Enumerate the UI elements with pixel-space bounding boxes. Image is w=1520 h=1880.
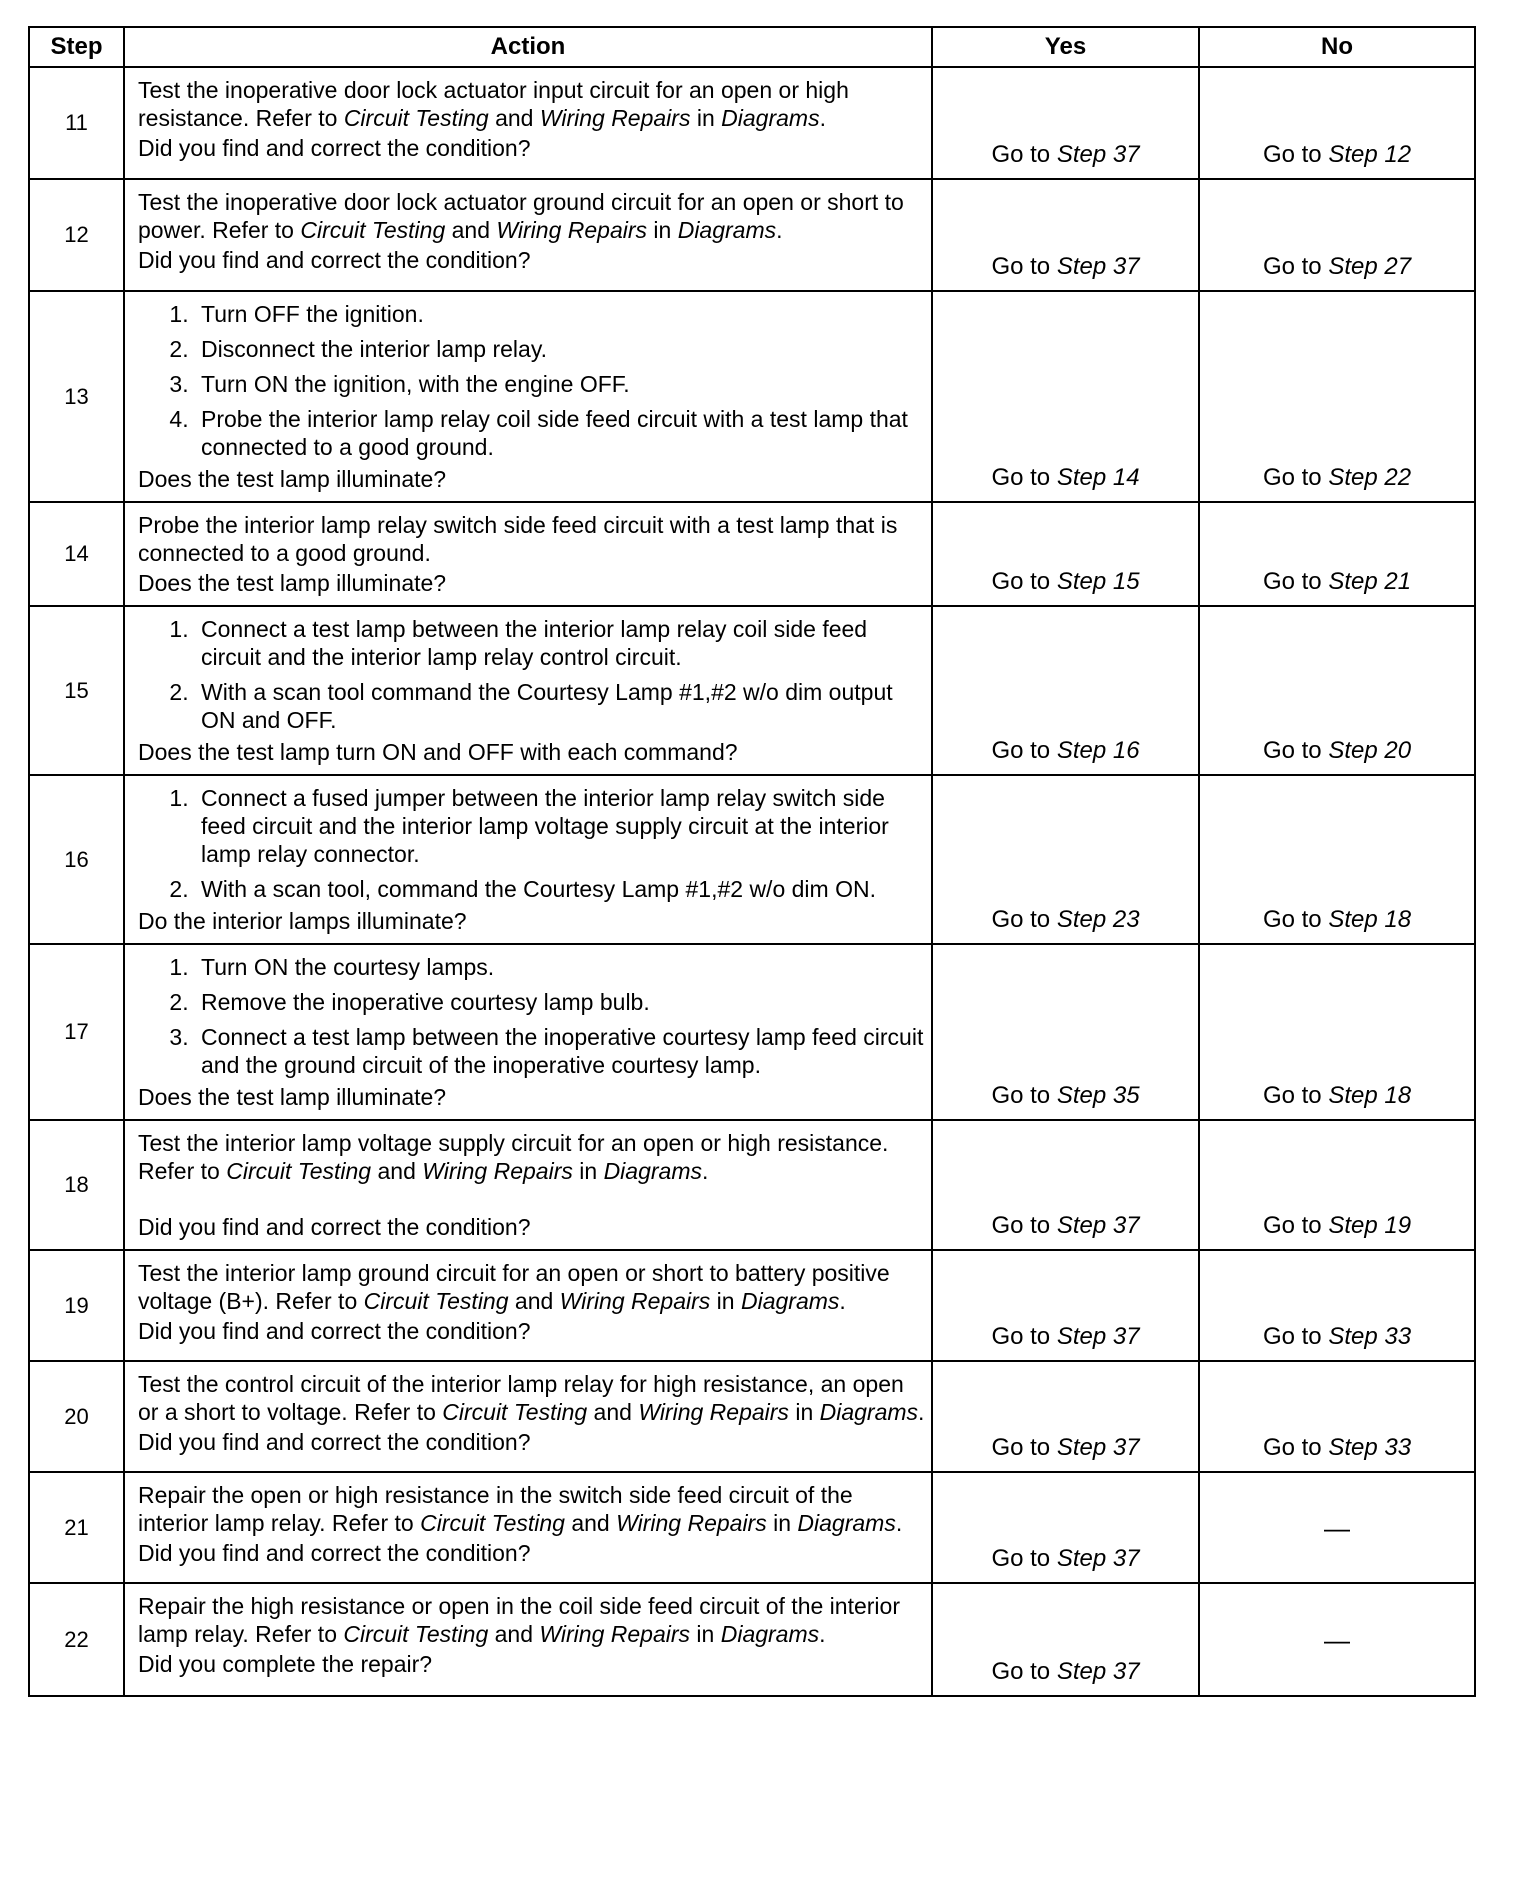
action-text-segment: Test the control circuit of the interior lamp relay for high resistance, an open or a short to voltage. Refer to <box>138 1371 904 1425</box>
action-text-segment: and <box>564 1510 617 1536</box>
step-number: 16 <box>29 775 124 944</box>
yes-cell <box>932 67 1199 179</box>
action-question: Did you complete the repair? <box>138 1651 433 1677</box>
no-goto-prefix: Go to <box>1262 464 1329 491</box>
header-step: Step <box>29 27 124 67</box>
yes-goto-step: Step 37 <box>1056 1212 1140 1239</box>
reference-link-text: Wiring Repairs <box>496 217 648 243</box>
no-cell <box>1199 291 1475 502</box>
no-cell <box>1199 1120 1475 1250</box>
action-text-segment: and <box>371 1158 423 1184</box>
action-question: Does the test lamp turn ON and OFF with each command? <box>138 739 738 765</box>
action-question: Do the interior lamps illuminate? <box>138 908 467 934</box>
no-goto-prefix: Go to <box>1262 1434 1329 1461</box>
reference-link-text: Wiring Repairs <box>539 1621 691 1647</box>
action-text-segment: and <box>587 1399 639 1425</box>
action-cell <box>124 606 932 775</box>
yes-goto-prefix: Go to <box>991 1434 1057 1461</box>
yes-goto-prefix: Go to <box>991 568 1057 595</box>
no-goto-prefix: Go to <box>1262 1323 1329 1350</box>
yes-goto-step: Step 37 <box>1056 253 1140 280</box>
table-row <box>29 67 1475 179</box>
table-row <box>29 1250 1475 1361</box>
action-text-segment: in <box>572 1158 604 1184</box>
action-text-segment: in <box>766 1510 798 1536</box>
no-goto-prefix: Go to <box>1262 253 1329 280</box>
yes-goto-step: Step 37 <box>1056 1434 1140 1461</box>
action-question: Does the test lamp illuminate? <box>138 1084 447 1110</box>
yes-goto-prefix: Go to <box>991 906 1057 933</box>
yes-goto-step: Step 14 <box>1056 464 1140 491</box>
reference-link-text: Diagrams <box>677 217 777 243</box>
yes-goto-prefix: Go to <box>991 1658 1057 1685</box>
reference-link-text: Circuit Testing <box>363 1288 509 1314</box>
action-text-segment: . <box>819 1621 826 1647</box>
action-steps-list <box>138 300 925 461</box>
no-goto-step: Step 18 <box>1328 906 1412 933</box>
no-dash: — <box>1324 1624 1350 1655</box>
header-row <box>29 27 1475 67</box>
reference-link-text: Wiring Repairs <box>422 1158 573 1184</box>
yes-goto-prefix: Go to <box>991 1212 1057 1239</box>
action-question: Did you find and correct the condition? <box>138 247 531 273</box>
step-number: 21 <box>29 1472 124 1583</box>
action-text-segment: . <box>839 1288 846 1314</box>
yes-goto-prefix: Go to <box>991 464 1057 491</box>
action-question: Did you find and correct the condition? <box>138 135 531 161</box>
table-row <box>29 179 1475 291</box>
header-no: No <box>1199 27 1475 67</box>
yes-cell <box>932 606 1199 775</box>
action-text-segment: in <box>788 1399 820 1425</box>
action-step-item: 2. Disconnect the interior lamp relay. <box>195 335 925 363</box>
action-text-segment: in <box>710 1288 741 1314</box>
action-question: Did you find and correct the condition? <box>138 1429 531 1455</box>
step-number: 13 <box>29 291 124 502</box>
table-row <box>29 1472 1475 1583</box>
step-number: 19 <box>29 1250 124 1361</box>
yes-goto-step: Step 35 <box>1056 1082 1140 1109</box>
yes-goto-prefix: Go to <box>991 737 1057 764</box>
no-goto-step: Step 33 <box>1328 1323 1412 1350</box>
reference-link-text: Circuit Testing <box>300 217 446 243</box>
action-text <box>138 1592 925 1648</box>
yes-cell <box>932 1120 1199 1250</box>
reference-link-text: Diagrams <box>721 105 820 131</box>
action-text-segment: Test the inoperative door lock actuator ground circuit for an open or short to power. Refer to <box>138 189 904 243</box>
no-cell <box>1199 1250 1475 1361</box>
action-step-item: 2. With a scan tool, command the Courtesy Lamp #1,#2 w/o dim ON. <box>195 875 925 903</box>
table-row <box>29 1120 1475 1250</box>
no-goto-prefix: Go to <box>1262 141 1329 168</box>
action-steps-list <box>138 615 925 734</box>
no-goto-step: Step 18 <box>1328 1082 1412 1109</box>
no-cell <box>1199 606 1475 775</box>
action-text-segment: . <box>701 1158 709 1184</box>
reference-link-text: Wiring Repairs <box>638 1399 789 1425</box>
action-question: Does the test lamp illuminate? <box>138 466 447 492</box>
reference-link-text: Circuit Testing <box>343 105 489 131</box>
no-goto-prefix: Go to <box>1262 1212 1329 1239</box>
action-text-segment: . <box>776 217 783 243</box>
no-cell <box>1199 67 1475 179</box>
action-text-segment: Test the interior lamp ground circuit for an open or short to battery positive voltage (B+). Refer to <box>138 1260 890 1314</box>
yes-cell <box>932 1472 1199 1583</box>
header-action: Action <box>124 27 932 67</box>
yes-cell <box>932 291 1199 502</box>
action-cell <box>124 67 932 179</box>
table-row <box>29 1361 1475 1472</box>
header-yes: Yes <box>932 27 1199 67</box>
reference-link-text: Diagrams <box>740 1288 840 1314</box>
no-goto-step: Step 22 <box>1328 464 1412 491</box>
no-cell <box>1199 179 1475 291</box>
action-text <box>138 511 925 567</box>
diagnostic-table-page <box>28 26 1474 1697</box>
step-number: 12 <box>29 179 124 291</box>
action-text <box>138 1129 925 1185</box>
step-number: 22 <box>29 1583 124 1696</box>
reference-link-text: Wiring Repairs <box>539 105 691 131</box>
action-cell <box>124 179 932 291</box>
yes-goto-prefix: Go to <box>991 1323 1057 1350</box>
no-cell <box>1199 775 1475 944</box>
no-goto-step: Step 33 <box>1328 1434 1412 1461</box>
action-question: Did you find and correct the condition? <box>138 1540 531 1566</box>
yes-cell <box>932 944 1199 1120</box>
no-goto-prefix: Go to <box>1262 1082 1329 1109</box>
step-number: 15 <box>29 606 124 775</box>
action-steps-list <box>138 953 925 1079</box>
yes-cell <box>932 1250 1199 1361</box>
action-text-segment: and <box>488 105 540 131</box>
yes-cell <box>932 1583 1199 1696</box>
action-text-segment: . <box>895 1510 903 1536</box>
action-step-item: 4. Probe the interior lamp relay coil side feed circuit with a test lamp that connected to a good ground. <box>195 405 925 461</box>
no-goto-prefix: Go to <box>1262 906 1329 933</box>
action-cell <box>124 291 932 502</box>
action-step-item: 1. Turn ON the courtesy lamps. <box>195 953 925 981</box>
table-row <box>29 775 1475 944</box>
action-text <box>138 76 925 132</box>
reference-link-text: Diagrams <box>797 1510 896 1536</box>
yes-goto-step: Step 37 <box>1056 1658 1140 1685</box>
no-goto-step: Step 20 <box>1328 737 1412 764</box>
yes-goto-step: Step 37 <box>1056 141 1140 168</box>
action-text <box>138 1259 925 1315</box>
action-cell <box>124 775 932 944</box>
no-goto-prefix: Go to <box>1262 568 1329 595</box>
table-row <box>29 1583 1475 1696</box>
action-text <box>138 188 925 244</box>
step-number: 18 <box>29 1120 124 1250</box>
yes-cell <box>932 179 1199 291</box>
action-cell <box>124 1361 932 1472</box>
table-row <box>29 944 1475 1120</box>
action-cell <box>124 1250 932 1361</box>
yes-goto-step: Step 37 <box>1056 1323 1140 1350</box>
action-steps-list <box>138 784 925 903</box>
action-text-segment: and <box>488 1621 540 1647</box>
table-row <box>29 606 1475 775</box>
no-dash: — <box>1324 1512 1350 1543</box>
action-step-item: 3. Turn ON the ignition, with the engine OFF. <box>195 370 925 398</box>
action-cell <box>124 1472 932 1583</box>
action-question: Does the test lamp illuminate? <box>138 570 447 596</box>
step-number: 17 <box>29 944 124 1120</box>
yes-goto-step: Step 37 <box>1056 1545 1140 1572</box>
yes-cell <box>932 775 1199 944</box>
step-number: 14 <box>29 502 124 606</box>
action-text-segment: in <box>690 1621 721 1647</box>
action-cell <box>124 1120 932 1250</box>
yes-cell <box>932 1361 1199 1472</box>
yes-goto-step: Step 23 <box>1056 906 1140 933</box>
yes-goto-prefix: Go to <box>991 141 1057 168</box>
no-goto-step: Step 19 <box>1328 1212 1412 1239</box>
action-question: Did you find and correct the condition? <box>138 1318 531 1344</box>
reference-link-text: Diagrams <box>819 1399 919 1425</box>
no-goto-prefix: Go to <box>1262 737 1329 764</box>
action-cell <box>124 502 932 606</box>
no-goto-step: Step 12 <box>1328 141 1412 168</box>
table-row <box>29 502 1475 606</box>
no-cell <box>1199 1361 1475 1472</box>
reference-link-text: Diagrams <box>603 1158 702 1184</box>
action-text-segment: Probe the interior lamp relay switch side feed circuit with a test lamp that is connected to a good ground. <box>138 512 898 566</box>
no-cell <box>1199 502 1475 606</box>
action-text-segment: and <box>508 1288 560 1314</box>
action-question: Did you find and correct the condition? <box>138 1214 531 1240</box>
action-text-segment: in <box>647 217 678 243</box>
action-cell <box>124 1583 932 1696</box>
action-cell <box>124 944 932 1120</box>
table-row <box>29 291 1475 502</box>
yes-goto-step: Step 15 <box>1056 568 1140 595</box>
reference-link-text: Circuit Testing <box>343 1621 489 1647</box>
action-text <box>138 1481 925 1537</box>
no-goto-step: Step 27 <box>1328 253 1412 280</box>
action-step-item: 1. Turn OFF the ignition. <box>195 300 925 328</box>
action-step-item: 1. Connect a fused jumper between the interior lamp relay switch side feed circuit and the interior lamp voltage supply circuit at the interior lamp relay connector. <box>195 784 925 868</box>
action-step-item: 2. Remove the inoperative courtesy lamp bulb. <box>195 988 925 1016</box>
action-text-segment: Repair the open or high resistance in the switch side feed circuit of the interior lamp relay. Refer to <box>138 1482 853 1536</box>
action-text-segment: and <box>445 217 497 243</box>
action-text <box>138 1370 925 1426</box>
reference-link-text: Circuit Testing <box>442 1399 588 1425</box>
no-cell <box>1199 944 1475 1120</box>
yes-cell <box>932 502 1199 606</box>
diagnostic-table <box>28 26 1476 1697</box>
reference-link-text: Circuit Testing <box>420 1510 565 1536</box>
action-text-segment: in <box>690 105 722 131</box>
reference-link-text: Wiring Repairs <box>559 1288 711 1314</box>
yes-goto-prefix: Go to <box>991 1545 1057 1572</box>
action-text-segment: Test the interior lamp voltage supply circuit for an open or high resistance. Refer to <box>138 1130 889 1184</box>
table-body <box>29 67 1475 1696</box>
action-text-segment: Repair the high resistance or open in the coil side feed circuit of the interior lamp relay. Refer to <box>138 1593 900 1647</box>
step-number: 20 <box>29 1361 124 1472</box>
yes-goto-prefix: Go to <box>991 1082 1057 1109</box>
reference-link-text: Wiring Repairs <box>616 1510 767 1536</box>
action-text-segment: Test the inoperative door lock actuator input circuit for an open or high resistance. Refer to <box>138 77 849 131</box>
no-cell <box>1199 1472 1475 1583</box>
reference-link-text: Circuit Testing <box>226 1158 372 1184</box>
reference-link-text: Diagrams <box>720 1621 820 1647</box>
no-cell <box>1199 1583 1475 1696</box>
yes-goto-step: Step 16 <box>1056 737 1140 764</box>
no-goto-step: Step 21 <box>1328 568 1412 595</box>
action-text-segment: . <box>819 105 826 131</box>
step-number: 11 <box>29 67 124 179</box>
action-text-segment: . <box>918 1399 925 1425</box>
action-step-item: 1. Connect a test lamp between the interior lamp relay coil side feed circuit and the interior lamp relay control circuit. <box>195 615 925 671</box>
yes-goto-prefix: Go to <box>991 253 1057 280</box>
action-spacer <box>138 1185 925 1213</box>
action-step-item: 3. Connect a test lamp between the inoperative courtesy lamp feed circuit and the ground circuit of the inoperative courtesy lamp. <box>195 1023 925 1079</box>
action-step-item: 2. With a scan tool command the Courtesy Lamp #1,#2 w/o dim output ON and OFF. <box>195 678 925 734</box>
